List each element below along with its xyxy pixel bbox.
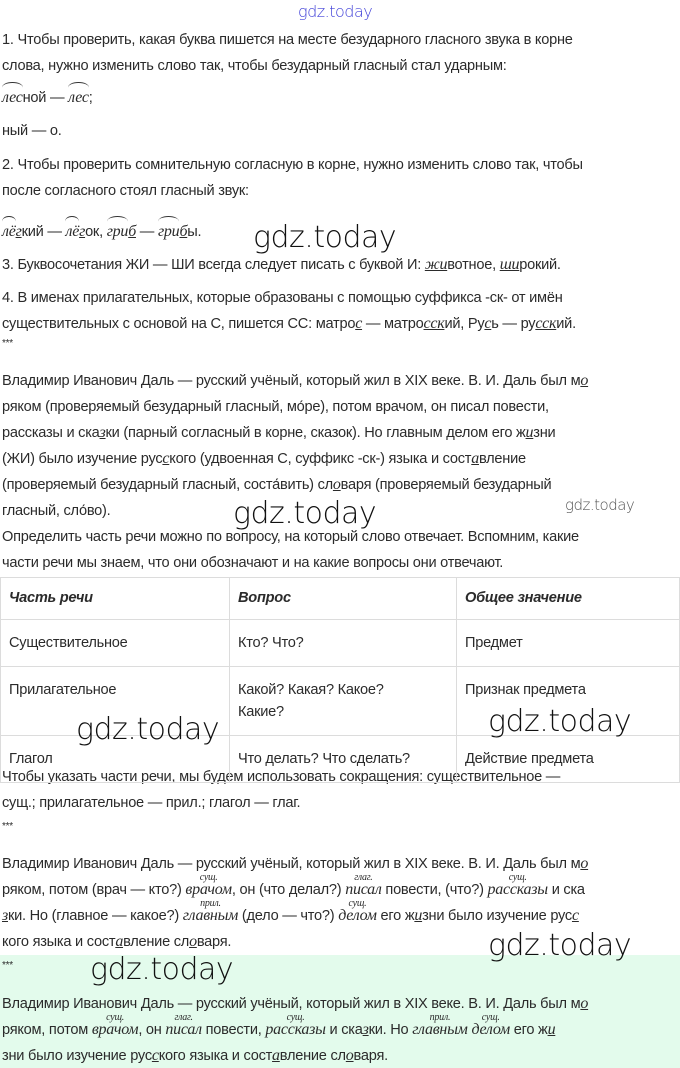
watermark: gdz.today <box>488 928 632 963</box>
table-cell: Признак предмета <box>457 667 680 736</box>
root-marked-segment: лес <box>2 89 23 106</box>
root-marked-segment: лес <box>68 89 89 106</box>
highlighted-letter: о <box>580 855 589 872</box>
column-header: Часть речи <box>1 578 230 620</box>
text-segment: варя. <box>353 1048 388 1064</box>
watermark: gdz.today <box>565 496 635 514</box>
text-segment: ки (парный согласный в корне, сказок). Но главным делом его ж <box>105 425 526 441</box>
word: врачом <box>185 881 232 898</box>
word: писал <box>165 1021 202 1038</box>
text-segment: рокий. <box>519 257 561 273</box>
highlighted-letter: с <box>162 450 170 467</box>
text-line <box>2 30 573 50</box>
text-line <box>2 121 62 141</box>
highlighted-letter: з <box>99 424 106 441</box>
text-segment: существительных с основой на С, пишется СС: матро <box>2 316 356 332</box>
text-line <box>2 255 561 275</box>
text-segment: ряком (проверяемый безударный гласный, мо́ре), потом врачом, он писал повести, <box>2 399 549 415</box>
part-of-speech-note: сущ. <box>481 1012 500 1023</box>
part-of-speech-note: глаг. <box>354 872 373 883</box>
text-line <box>2 475 551 495</box>
text-segment: 3. Буквосочетания ЖИ — ШИ всегда следует писать с буквой И: <box>2 257 425 273</box>
part-of-speech-note: сущ. <box>508 872 527 883</box>
text-segment: Владимир Иванович Даль — русский учёный, который жил в XIX веке. В. И. Даль был м <box>2 373 581 389</box>
word: делом <box>471 1021 510 1038</box>
text-line <box>2 501 110 521</box>
text-segment: ряком, потом (врач — кто?) <box>2 882 186 898</box>
text-segment: 4. В именах прилагательных, которые образованы с помощью суффикса -ск- от имён <box>2 290 563 306</box>
highlighted-letter: о <box>580 372 589 389</box>
text-segment: вление <box>479 451 526 467</box>
highlighted-letter: с <box>151 1047 159 1064</box>
annotated-word <box>412 1012 468 1040</box>
part-of-speech-note: сущ. <box>286 1012 305 1023</box>
highlighted-letter: б <box>179 223 188 240</box>
text-segment: после согласного стоял гласный звук: <box>2 183 249 199</box>
text-segment: — <box>135 224 158 240</box>
table-cell: Какой? Какая? Какое? Какие? <box>230 667 457 736</box>
annotated-word <box>265 1012 326 1040</box>
table-cell: Действие предмета <box>457 736 680 783</box>
annotated-word <box>91 1012 139 1040</box>
text-segment: Определить часть речи можно по вопросу, на который слово отвечает. Вспомним, какие <box>2 529 579 545</box>
separator: *** <box>2 960 13 971</box>
text-line <box>2 155 583 175</box>
text-line <box>2 88 93 108</box>
text-line <box>2 553 503 573</box>
text-line <box>2 854 588 874</box>
text-line <box>2 423 555 443</box>
text-line <box>2 56 507 76</box>
text-segment: вотное, <box>447 257 500 273</box>
part-of-speech-note: сущ. <box>199 872 218 883</box>
word: писал <box>345 881 382 898</box>
text-segment: слова, нужно изменить слово так, чтобы безударный гласный стал ударным: <box>2 58 507 74</box>
highlighted-letter: сск <box>535 315 557 332</box>
text-segment: ной — <box>22 90 69 106</box>
root-marked-segment: лё <box>2 223 16 240</box>
text-segment: вление сл <box>123 934 190 950</box>
highlighted-letter: с <box>355 315 363 332</box>
text-segment: ; <box>88 90 93 106</box>
text-segment: рассказы и ска <box>2 425 100 441</box>
annotated-word <box>487 872 548 900</box>
text-line <box>2 181 249 201</box>
text-line <box>2 1012 556 1040</box>
text-line <box>2 815 13 837</box>
table-header-row <box>1 578 680 620</box>
text-line <box>2 954 13 976</box>
text-segment: сущ.; прилагательное — прил.; глагол — глаг. <box>2 795 301 811</box>
table-cell: Прилагательное <box>1 667 230 736</box>
highlighted-letter: и <box>547 1021 556 1038</box>
text-segment: ный — о. <box>2 123 62 139</box>
text-segment: 2. Чтобы проверить сомнительную согласную в корне, нужно изменить слово так, чтобы <box>2 157 583 173</box>
root-marked-segment: гри <box>157 223 180 240</box>
text-segment: его ж <box>509 1022 548 1038</box>
text-line <box>2 314 576 334</box>
highlighted-letter: г <box>15 223 22 240</box>
annotated-word <box>471 1012 510 1040</box>
highlighted-letter: г <box>79 223 86 240</box>
text-segment: его ж <box>376 908 415 924</box>
text-line <box>2 872 585 900</box>
highlighted-letter: з <box>2 907 8 924</box>
word: рассказы <box>265 1021 326 1038</box>
text-segment: и ска <box>547 882 585 898</box>
text-segment: ок, <box>85 224 107 240</box>
text-segment: ы. <box>187 224 202 240</box>
highlighted-letter: а <box>471 450 479 467</box>
text-line <box>2 397 549 417</box>
text-segment: , он <box>138 1022 166 1038</box>
highlighted-letter: и <box>414 907 423 924</box>
text-segment: (ЖИ) было изучение рус <box>2 451 163 467</box>
word: главным <box>412 1021 468 1038</box>
watermark: gdz.today <box>253 220 397 255</box>
text-line <box>2 332 13 354</box>
text-segment: и ска <box>325 1022 363 1038</box>
text-segment: ряком, потом <box>2 1022 92 1038</box>
word: главным <box>182 907 239 924</box>
text-segment: варя. <box>196 934 232 950</box>
highlighted-letter: о <box>332 476 341 493</box>
annotated-word <box>165 1012 202 1040</box>
part-of-speech-note: глаг. <box>174 1012 193 1023</box>
text-line <box>2 288 563 308</box>
highlighted-letter: с <box>571 907 579 924</box>
text-segment: повести, (что?) <box>381 882 488 898</box>
highlighted-letter: ши <box>499 256 520 273</box>
text-segment: ки. Но <box>368 1022 413 1038</box>
highlighted-letter: з <box>362 1021 369 1038</box>
text-segment: — матро <box>362 316 424 332</box>
watermark: gdz.today <box>298 2 373 21</box>
text-segment: кого (удвоенная С, суффикс -ск-) языка и сост <box>169 451 472 467</box>
text-segment: части речи мы знаем, что они обозначают и на какие вопросы они отвечают. <box>2 555 504 571</box>
text-line <box>2 1046 388 1066</box>
text-segment: кого языка и сост <box>2 934 116 950</box>
text-segment: ий. <box>556 316 576 332</box>
text-segment: Владимир Иванович Даль — русский учёный, который жил в XIX веке. В. И. Даль был м <box>2 856 581 872</box>
text-segment: повести, <box>201 1022 266 1038</box>
table-cell: Существительное <box>1 620 230 667</box>
table-cell: Что делать? Что сделать? <box>230 736 457 783</box>
text-segment: кого языка и сост <box>158 1048 273 1064</box>
column-header: Общее значение <box>457 578 680 620</box>
text-segment: вление сл <box>279 1048 346 1064</box>
text-segment: зни <box>533 425 556 441</box>
highlighted-letter: о <box>580 995 589 1012</box>
text-segment: кий — <box>21 224 66 240</box>
highlighted-letter: о <box>189 933 197 950</box>
text-line <box>2 222 201 242</box>
root-marked-segment: гри <box>106 223 129 240</box>
separator: *** <box>2 821 13 832</box>
watermark: gdz.today <box>488 704 632 739</box>
text-segment: зни было изучение рус <box>422 908 572 924</box>
highlighted-letter: сск <box>423 315 445 332</box>
text-line <box>2 449 526 469</box>
text-line <box>2 898 579 926</box>
table-cell: Глагол <box>1 736 230 783</box>
table-row <box>1 620 680 667</box>
highlighted-letter: жи <box>424 256 448 273</box>
watermark: gdz.today <box>76 712 220 747</box>
text-segment: (проверяемый безударный гласный, соста́вить) сл <box>2 477 333 493</box>
highlighted-letter: а <box>272 1047 280 1064</box>
watermark: gdz.today <box>233 496 377 531</box>
watermark: gdz.today <box>90 952 234 987</box>
part-of-speech-note: прил. <box>429 1012 451 1023</box>
text-segment: ий, Ру <box>444 316 485 332</box>
text-segment: гласный, сло́во). <box>2 503 111 519</box>
word: делом <box>338 907 377 924</box>
part-of-speech-note: сущ. <box>348 898 367 909</box>
highlighted-letter: и <box>525 424 534 441</box>
annotated-word <box>338 898 377 926</box>
word: врачом <box>91 1021 139 1038</box>
text-segment: зни было изучение рус <box>2 1048 152 1064</box>
text-segment: ь — ру <box>491 316 536 332</box>
highlighted-letter: б <box>128 223 136 240</box>
highlighted-letter: с <box>484 315 492 332</box>
part-of-speech-note: прил. <box>200 898 221 909</box>
root-marked-segment: лё <box>65 223 80 240</box>
text-line <box>2 371 588 391</box>
highlighted-letter: о <box>345 1047 354 1064</box>
highlighted-letter: а <box>115 933 124 950</box>
part-of-speech-note: сущ. <box>106 1012 125 1023</box>
text-segment: 1. Чтобы проверить, какая буква пишется на месте безударного гласного звука в корне <box>2 32 573 48</box>
text-segment: (дело — что?) <box>238 908 339 924</box>
text-segment: Чтобы указать части речи, мы будем использовать сокращения: существительное — <box>2 769 561 785</box>
annotated-word <box>182 898 239 926</box>
text-line <box>2 793 300 813</box>
parts-of-speech-table <box>0 577 680 783</box>
table-cell: Предмет <box>457 620 680 667</box>
table-cell: Кто? Что? <box>230 620 457 667</box>
column-header: Вопрос <box>230 578 457 620</box>
word: рассказы <box>487 881 548 898</box>
text-segment: , он (что делал?) <box>231 882 346 898</box>
text-segment: варя (проверяемый безударный <box>340 477 552 493</box>
text-line <box>2 932 231 952</box>
text-segment: ки. Но (главное — какое?) <box>8 908 183 924</box>
text-segment: Владимир Иванович Даль — русский учёный, который жил в XIX веке. В. И. Даль был м <box>2 996 581 1012</box>
separator: *** <box>2 338 13 349</box>
